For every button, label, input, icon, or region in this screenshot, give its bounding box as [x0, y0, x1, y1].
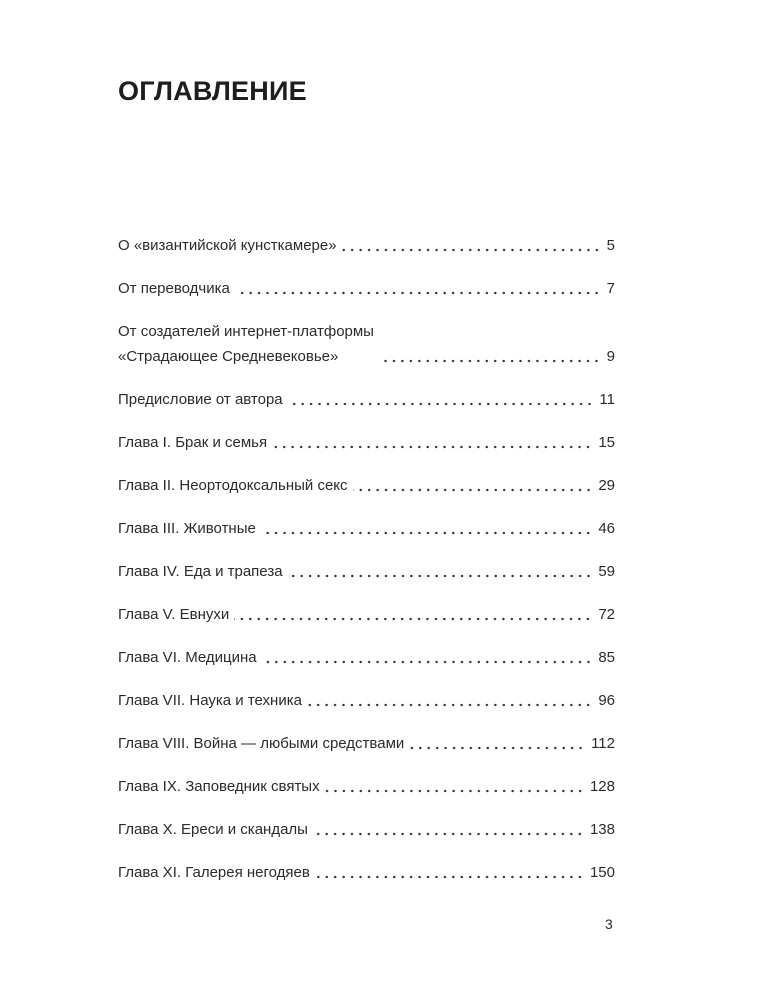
toc-entry-label: Глава V. Евнухи	[118, 606, 230, 623]
toc-entry-page: 7	[606, 280, 615, 297]
dot-leader	[262, 645, 593, 670]
toc-entry-page: 9	[606, 348, 615, 365]
dot-leader	[379, 344, 601, 369]
toc-entry-label: О «византийской кунсткамере»	[118, 237, 337, 254]
toc-entry-label: Глава VI. Медицина	[118, 649, 257, 666]
toc-entry[interactable]	[118, 387, 615, 412]
toc-entry[interactable]	[118, 276, 615, 301]
toc-entry[interactable]	[118, 860, 615, 885]
toc-entry-label: Глава III. Животные	[118, 520, 256, 537]
toc-entry-label: Глава VIII. Война — любыми средствами	[118, 735, 405, 752]
toc-entry[interactable]	[118, 645, 615, 670]
toc-entry-label: Глава II. Неортодоксальный секс	[118, 477, 348, 494]
toc-entry-page: 5	[606, 237, 615, 254]
dot-leader	[272, 430, 592, 455]
toc-entry[interactable]	[118, 233, 615, 258]
dot-leader	[342, 233, 601, 258]
toc-entry-page: 59	[598, 563, 615, 580]
toc-entry-page: 11	[599, 391, 615, 408]
toc-entry[interactable]	[118, 473, 615, 498]
toc-entry-label: Предисловие от автора	[118, 391, 283, 408]
toc-entry-label: От переводчика	[118, 280, 230, 297]
toc-entry-page: 46	[598, 520, 615, 537]
dot-leader	[325, 774, 584, 799]
toc-entry-label: Глава X. Ереси и скандалы	[118, 821, 308, 838]
dot-leader	[313, 817, 584, 842]
toc-entry-page: 15	[598, 434, 615, 451]
toc-entry[interactable]	[118, 774, 615, 799]
toc-entry-label-line1: От создателей интернет-платформы	[118, 323, 374, 340]
toc-entry[interactable]	[118, 430, 615, 455]
toc-entry[interactable]	[118, 559, 615, 584]
toc-entry[interactable]	[118, 319, 615, 369]
toc-entry-page: 138	[589, 821, 615, 838]
toc-entry-label: Глава IX. Заповедник святых	[118, 778, 320, 795]
dot-leader	[234, 602, 592, 627]
toc-entry-page: 85	[598, 649, 615, 666]
toc-entry-label: Глава XI. Галерея негодяев	[118, 864, 310, 881]
toc-entry[interactable]	[118, 731, 615, 756]
toc-entry[interactable]	[118, 817, 615, 842]
toc-entry-label: Глава IV. Еда и трапеза	[118, 563, 283, 580]
toc-entry-label: Глава I. Брак и семья	[118, 434, 268, 451]
toc-entry[interactable]	[118, 516, 615, 541]
toc-entry-page: 112	[591, 735, 615, 752]
toc-entry-page: 72	[598, 606, 615, 623]
toc-entry-page: 128	[589, 778, 615, 795]
toc-entry-label: Глава VII. Наука и техника	[118, 692, 302, 709]
toc-entry-label	[118, 319, 374, 369]
dot-leader	[315, 860, 584, 885]
dot-leader	[261, 516, 592, 541]
table-of-contents	[118, 233, 615, 903]
dot-leader	[288, 387, 594, 412]
toc-entry[interactable]	[118, 602, 615, 627]
dot-leader	[307, 688, 592, 713]
dot-leader	[409, 731, 585, 756]
page-number: 3	[605, 916, 613, 932]
toc-entry-page: 96	[598, 692, 615, 709]
toc-entry-label-line2: «Страдающее Средневековье»	[118, 348, 339, 365]
page-title: ОГЛАВЛЕНИЕ	[118, 76, 307, 106]
dot-leader	[353, 473, 593, 498]
dot-leader	[235, 276, 601, 301]
toc-entry-page: 150	[589, 864, 615, 881]
dot-leader	[288, 559, 593, 584]
toc-entry-page: 29	[598, 477, 615, 494]
toc-entry[interactable]	[118, 688, 615, 713]
